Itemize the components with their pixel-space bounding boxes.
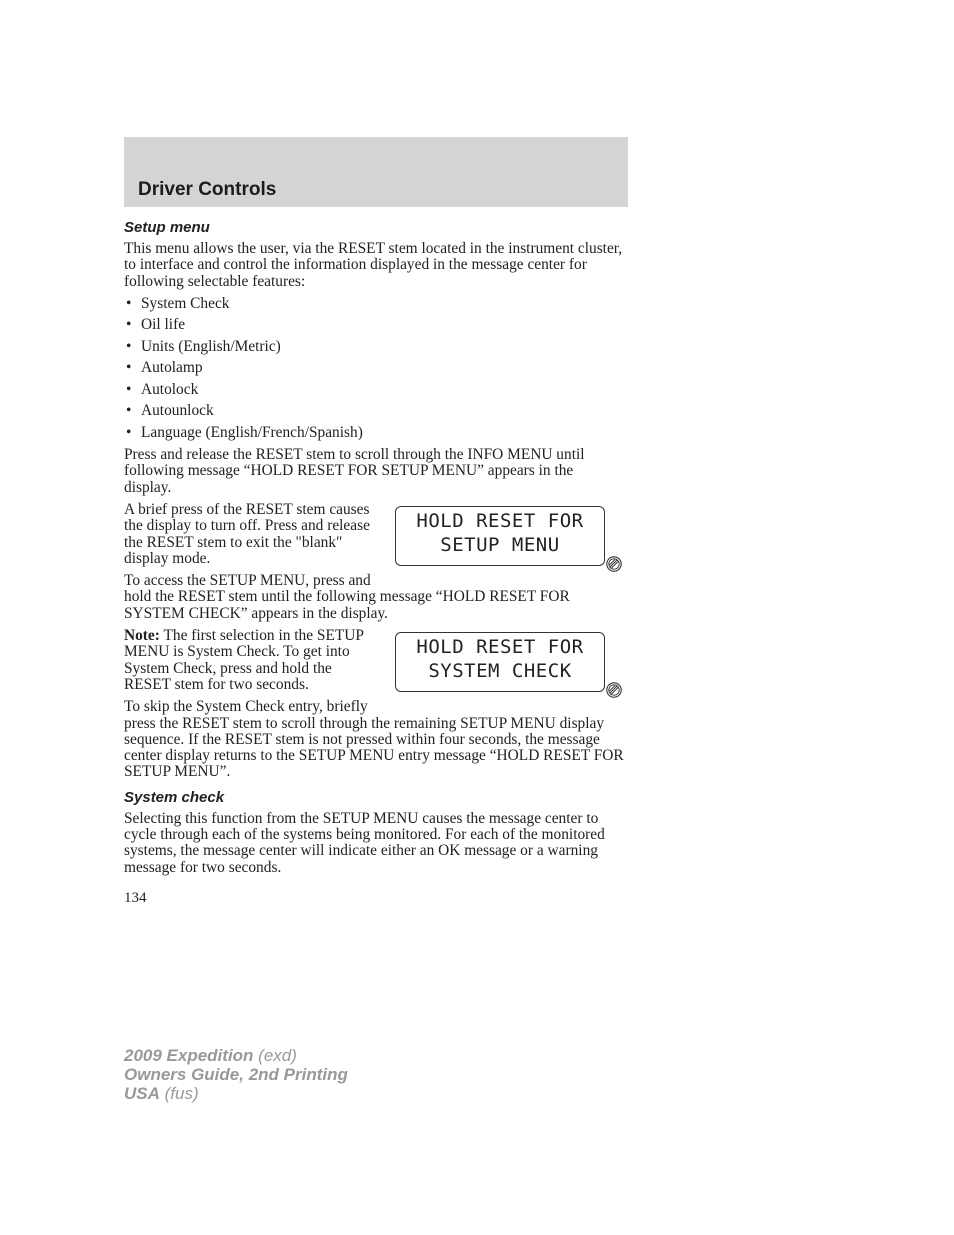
system-check-paragraph: Selecting this function from the SETUP MENU causes the message center to cycle through each of the systems being monitored. For each of the monitored systems, the message center will indicate either an OK message or a warning message for two seconds. — [124, 809, 605, 876]
message-center-display — [395, 632, 605, 692]
list-item: • Autounlock — [126, 402, 214, 420]
access-setup-paragraph: To access the SETUP MENU, press and hold the RESET stem until the following message “HOLD RESET FOR SYSTEM CHECK” appears in the display. — [124, 572, 570, 622]
feature-list — [124, 296, 624, 441]
message-center-badge-icon — [606, 556, 622, 572]
list-item: • Oil life — [126, 316, 186, 334]
display-line-1: HOLD RESET FOR — [416, 509, 584, 532]
footer-line-2: Owners Guide, 2nd Printing — [124, 1065, 348, 1084]
footer-line-1: 2009 Expedition (exd) — [124, 1046, 297, 1065]
display-line-2: SETUP MENU — [440, 533, 560, 556]
system-check-heading: System check — [124, 788, 225, 806]
footer-line-3: USA (fus) — [124, 1084, 199, 1103]
section-title: Driver Controls — [138, 179, 277, 200]
press-release-paragraph: Press and release the RESET stem to scroll through the INFO MENU until following message “HOLD RESET FOR SETUP MENU” appears in the display. — [124, 446, 585, 496]
message-center-badge-icon — [606, 682, 622, 698]
list-item: • Language (English/French/Spanish) — [126, 423, 363, 441]
list-item: • Units (English/Metric) — [126, 337, 281, 355]
list-item: • Autolock — [126, 380, 199, 398]
brief-press-paragraph: A brief press of the RESET stem causes the display to turn off. Press and release the RESET stem to exit the "blank" display mode. — [124, 500, 370, 567]
list-item: • System Check — [126, 294, 230, 312]
setup-menu-heading: Setup menu — [124, 219, 210, 236]
message-center-display — [395, 506, 605, 566]
list-item: • Autolamp — [126, 359, 203, 377]
skip-system-check-paragraph: To skip the System Check entry, briefly press the RESET stem to scroll through the remaining SETUP MENU display sequence. If the RESET stem is not pressed within four seconds, the message center display returns to the SETUP MENU entry message “HOLD RESET FOR SETUP MENU”. — [124, 698, 624, 781]
page-content — [124, 217, 624, 906]
note-label: Note: — [124, 627, 160, 645]
setup-menu-intro: This menu allows the user, via the RESET stem located in the instrument cluster, to interface and control the information displayed in the message center for following selectable features: — [124, 240, 623, 290]
page-number: 134 — [124, 889, 147, 906]
display-line-1: HOLD RESET FOR — [416, 636, 584, 659]
display-figure-setup-menu — [386, 506, 624, 572]
display-line-2: SYSTEM CHECK — [428, 660, 572, 683]
section-header-band — [124, 137, 628, 207]
note-text: The first selection in the SETUP MENU is System Check. To get into System Check, press and hold the RESET stem for two seconds. — [124, 627, 364, 693]
display-figure-system-check — [386, 632, 624, 698]
document-footer — [124, 1046, 348, 1103]
